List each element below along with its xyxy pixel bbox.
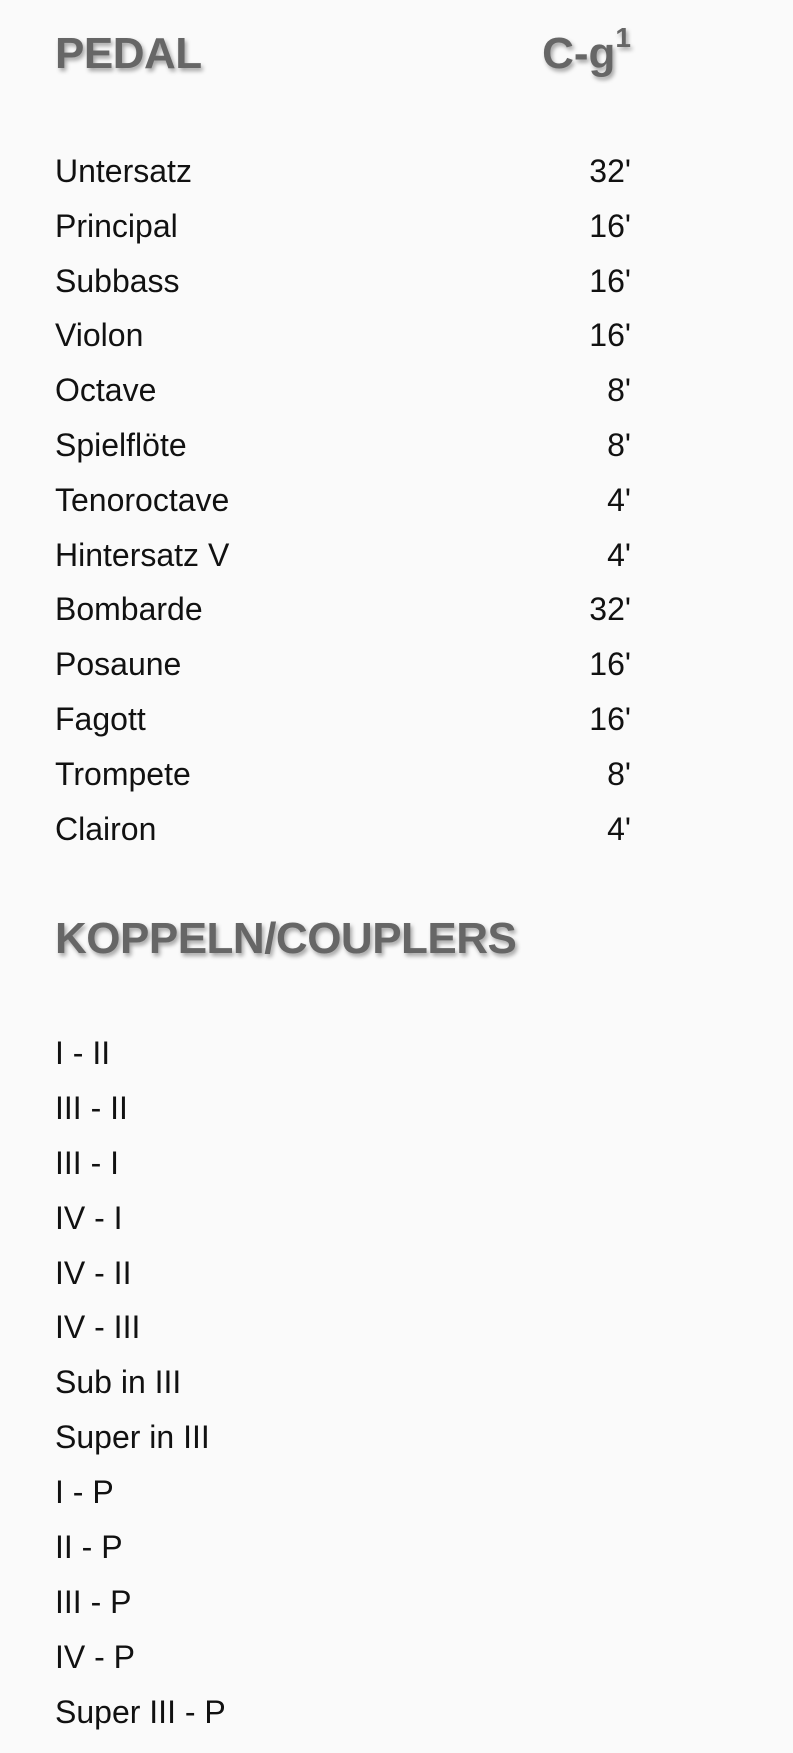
- stop-row: [55, 692, 631, 747]
- stop-pitch: 4': [607, 536, 631, 573]
- coupler-item: IV - P: [55, 1638, 136, 1675]
- coupler-item: Sub in III: [55, 1364, 182, 1401]
- stop-name: Posaune: [55, 646, 182, 683]
- stop-row: [55, 582, 631, 637]
- stop-row: [55, 254, 631, 309]
- stop-pitch: 32': [589, 153, 631, 189]
- stop-pitch: 8': [607, 372, 631, 409]
- couplers-title: KOPPELN/COUPLERS: [55, 914, 517, 963]
- stop-row: [55, 528, 631, 583]
- stop-pitch: 8': [607, 755, 631, 792]
- stop-row: [55, 473, 631, 528]
- stop-pitch: 16': [589, 646, 631, 683]
- stop-pitch: 16': [589, 262, 631, 299]
- stop-pitch: 8': [607, 426, 631, 463]
- stop-pitch: 4': [607, 481, 631, 518]
- coupler-item: I - P: [55, 1474, 114, 1511]
- pedal-section: [55, 22, 631, 856]
- coupler-item: III - II: [55, 1089, 128, 1126]
- stop-row: [55, 747, 631, 802]
- stop-name: Spielflöte: [55, 426, 187, 463]
- stop-name: Octave: [55, 372, 157, 409]
- coupler-item: Super in III: [55, 1419, 210, 1456]
- stop-row: [55, 308, 631, 363]
- stop-name: Violon: [55, 317, 144, 354]
- coupler-item: II - P: [55, 1529, 123, 1566]
- stop-name: Trompete: [55, 755, 191, 792]
- couplers-section: [55, 907, 631, 1740]
- stop-row: [55, 144, 631, 199]
- stop-pitch: 32': [589, 591, 631, 628]
- stop-row: [55, 802, 631, 857]
- stop-pitch: 16': [589, 700, 631, 737]
- stop-row: [55, 363, 631, 418]
- coupler-list: [55, 1026, 631, 1740]
- pedal-compass: [542, 22, 631, 86]
- compass-range: C-g: [542, 29, 616, 78]
- stop-pitch: 16': [589, 317, 631, 354]
- stop-name: Tenoroctave: [55, 481, 230, 518]
- coupler-item: Super III - P: [55, 1693, 226, 1730]
- stop-row: [55, 637, 631, 692]
- stop-name: Bombarde: [55, 591, 203, 628]
- stop-pitch: 4': [607, 810, 631, 847]
- coupler-item: IV - I: [55, 1199, 123, 1236]
- pedal-title: PEDAL: [55, 29, 202, 78]
- coupler-item: III - I: [55, 1144, 119, 1181]
- coupler-item: III - P: [55, 1583, 132, 1620]
- couplers-header: [55, 907, 631, 977]
- stop-name: Hintersatz V: [55, 536, 230, 573]
- compass-superscript: 1: [615, 22, 631, 53]
- stop-name: Untersatz: [55, 153, 192, 189]
- stop-name: Principal: [55, 207, 178, 244]
- stop-row: [55, 199, 631, 254]
- stop-row: [55, 418, 631, 473]
- coupler-item: IV - III: [55, 1309, 141, 1346]
- coupler-item: I - II: [55, 1035, 111, 1071]
- pedal-header: [55, 22, 631, 92]
- stop-name: Fagott: [55, 700, 146, 737]
- coupler-item: IV - II: [55, 1254, 132, 1291]
- stop-name: Subbass: [55, 262, 180, 299]
- stop-name: Clairon: [55, 810, 157, 847]
- pedal-stop-list: [55, 144, 631, 856]
- stop-pitch: 16': [589, 207, 631, 244]
